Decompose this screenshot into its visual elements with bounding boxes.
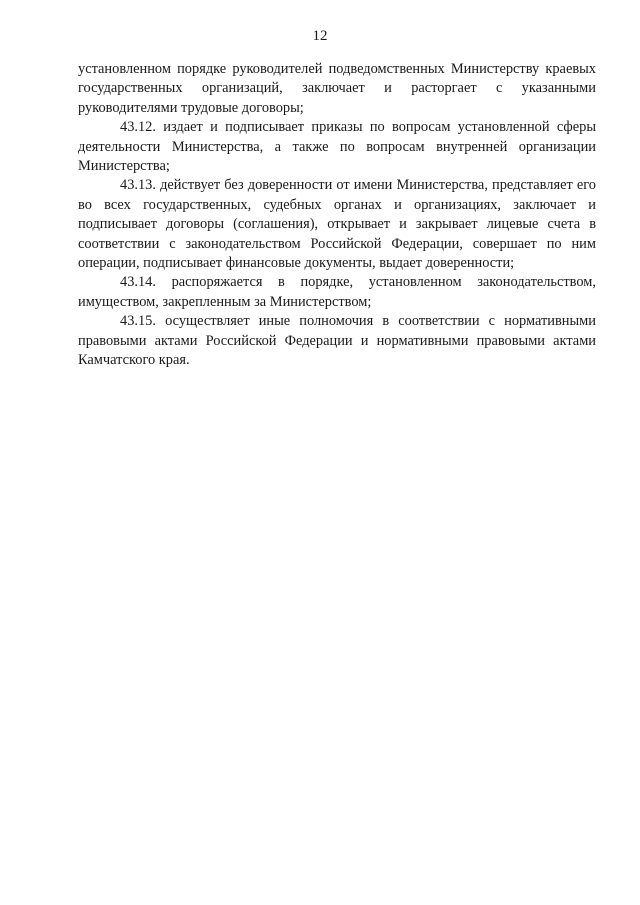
paragraph-continuation: установленном порядке руководителей подведомственных Министерству краевых государственных организаций, заключает и расторгает с указанными руководителями трудовые договоры; bbox=[78, 61, 596, 116]
paragraph-43-12: 43.12. издает и подписывает приказы по вопросам установленной сферы деятельности Министерства, а также по вопросам внутренней организации Министерства; bbox=[78, 119, 596, 175]
document-body bbox=[78, 60, 596, 371]
page-number: 12 bbox=[312, 28, 328, 44]
paragraph-43-13: 43.13. действует без доверенности от имени Министерства, представляет его во всех государственных, судебных органах и организациях, заключает и подписывает договоры (соглашения), открывает и закрывает лицевые счета в соответствии с законодательством Российской Федерации, совершает по ним операции, подписывает финансовые документы, выдает доверенности; bbox=[78, 177, 596, 272]
paragraph-43-15: 43.15. осуществляет иные полномочия в соответствии с нормативными правовыми актами Российской Федерации и нормативными правовыми актами Камчатского края. bbox=[78, 313, 596, 369]
paragraph-43-14: 43.14. распоряжается в порядке, установленном законодательством, имуществом, закрепленным за Министерством; bbox=[78, 274, 596, 310]
